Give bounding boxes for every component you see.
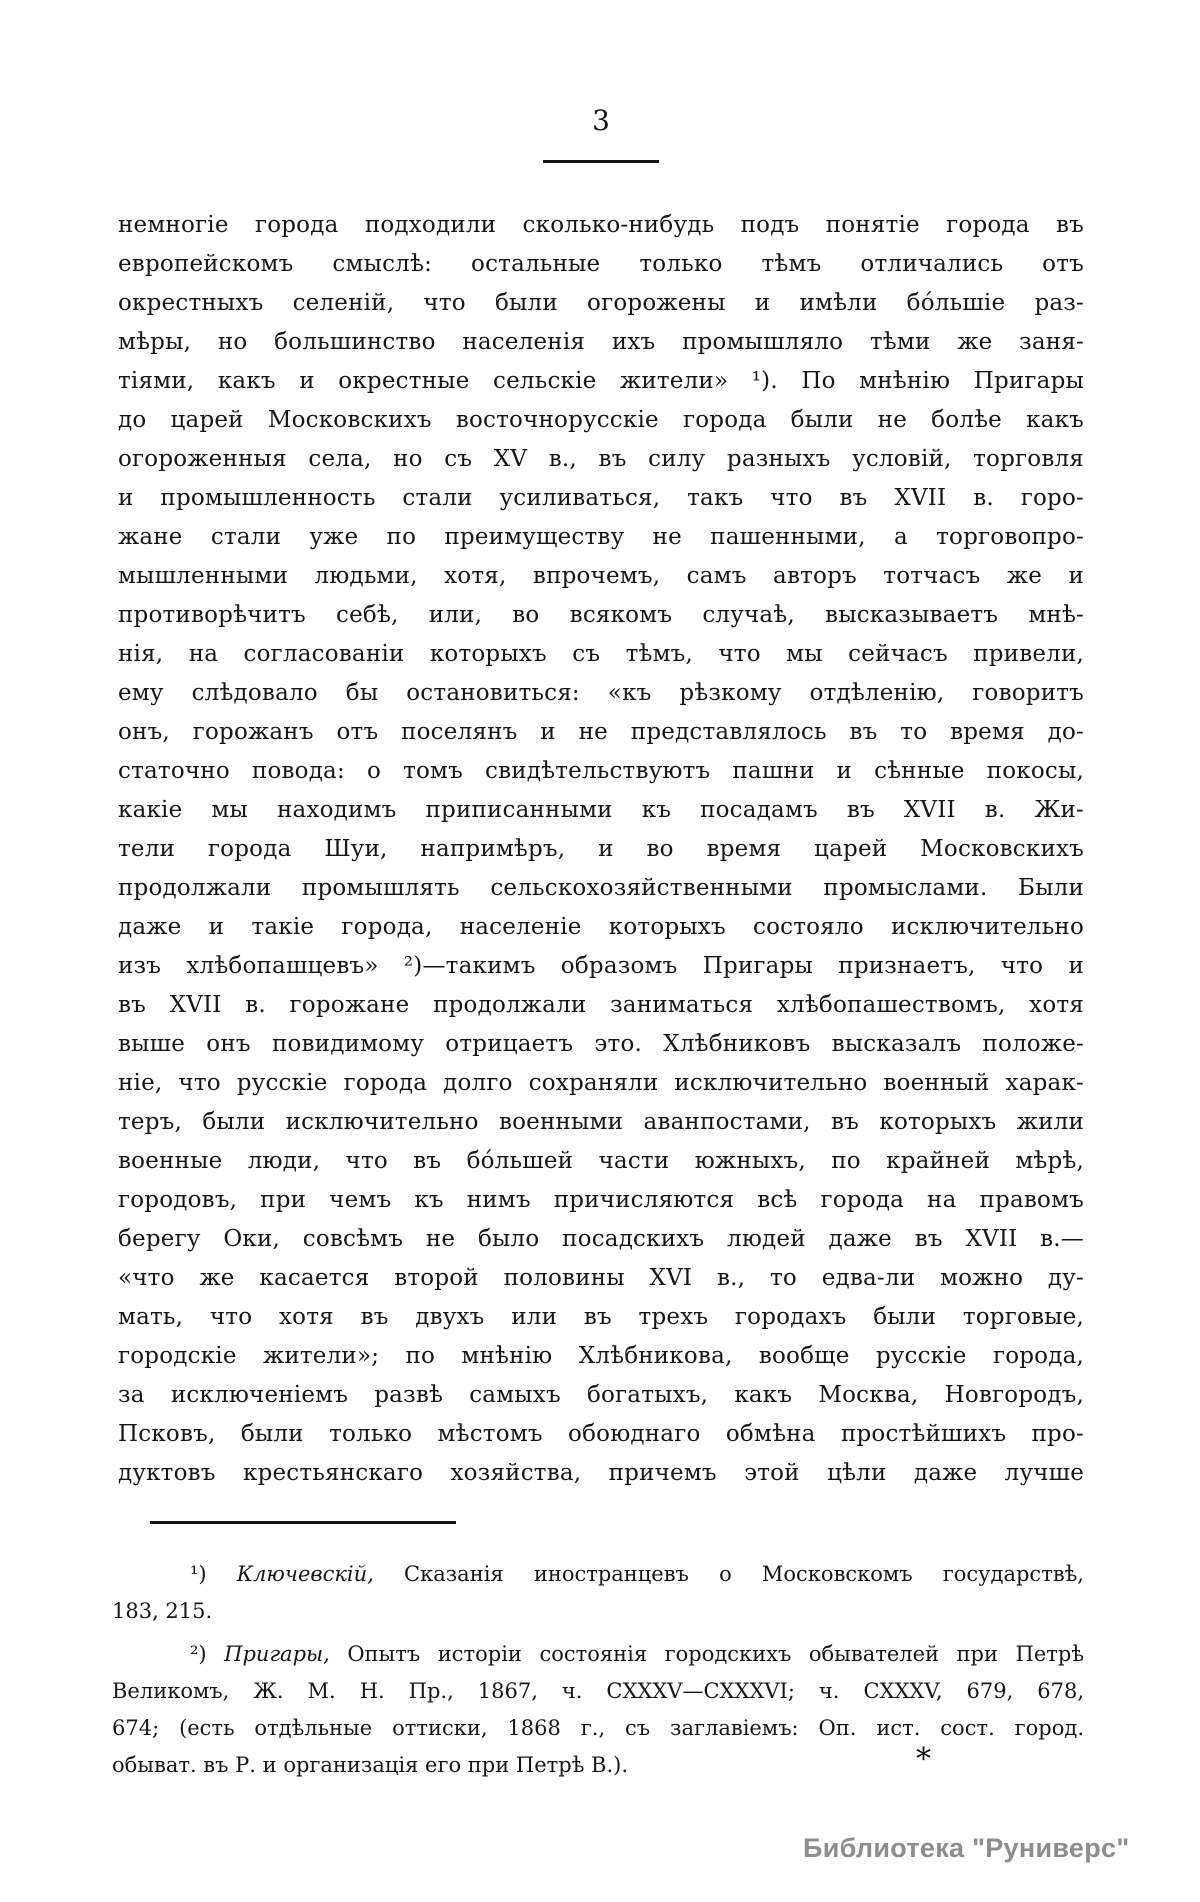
text-line: огороженныя села, но съ XV в., въ силу разныхъ условій, торговля [118, 446, 1084, 472]
text-line: окрестныхъ селеній, что были огорожены и имѣли бо́льшіе раз- [118, 290, 1084, 316]
footnote-line: 183, 215. [112, 1599, 213, 1623]
text-line: тіями, какъ и окрестные сельскіе жители» ¹). По мнѣнію Пригары [118, 368, 1084, 394]
footnote-line [112, 1636, 1084, 1673]
text-line: немногіе города подходили сколько-нибудь подъ понятіе города въ [118, 212, 1084, 238]
text-line: Псковъ, были только мѣстомъ обоюднаго обмѣна простѣйшихъ про- [118, 1421, 1084, 1447]
text-line: въ XVII в. горожане продолжали заниматься хлѣбопашествомъ, хотя [118, 992, 1084, 1018]
footnote-line [112, 1556, 1084, 1593]
text-line: городскіе жители»; по мнѣнію Хлѣбникова, вообще русскіе города, [118, 1343, 1084, 1369]
text-line: военные люди, что въ бо́льшей части южныхъ, по крайней мѣрѣ, [118, 1148, 1084, 1174]
footnote-author: Пригары, [224, 1642, 330, 1666]
text-line: ніе, что русскіе города долго сохраняли исключительно военный харак- [118, 1070, 1084, 1096]
footnote-2 [112, 1636, 1084, 1784]
footnote-marker: ¹) [190, 1562, 207, 1586]
footnote-line: 674; (есть отдѣльные оттиски, 1868 г., съ заглавіемъ: Оп. ист. сост. город. [112, 1716, 1084, 1740]
text-line: мать, что хотя въ двухъ или въ трехъ городахъ были торговые, [118, 1304, 1084, 1330]
text-line: какіе мы находимъ приписанными къ посадамъ въ XVII в. Жи- [118, 797, 1084, 823]
footnote-separator-rule [150, 1521, 456, 1524]
text-line: и промышленность стали усиливаться, такъ что въ XVII в. горо- [118, 485, 1084, 511]
text-line: до царей Московскихъ восточнорусскіе города были не болѣе какъ [118, 407, 1084, 433]
footnote-1 [112, 1556, 1084, 1630]
footnote-line: Великомъ, Ж. М. Н. Пр., 1867, ч. CXXXV—CXXXVI; ч. CXXXV, 679, 678, [112, 1679, 1084, 1703]
text-line: жане стали уже по преимуществу не пашенными, а торговопро- [118, 524, 1084, 550]
text-line: статочно повода: о томъ свидѣтельствуютъ пашни и сѣнные покосы, [118, 758, 1084, 784]
footnote-line: обыват. въ Р. и организація его при Петрѣ В.). [112, 1753, 629, 1777]
footnotes-block [112, 1556, 1084, 1784]
footnote-author: Ключевскій, [236, 1562, 374, 1586]
text-line: нія, на согласованіи которыхъ съ тѣмъ, что мы сейчасъ привели, [118, 641, 1084, 667]
text-line: европейскомъ смыслѣ: остальные только тѣмъ отличались отъ [118, 251, 1084, 277]
asterisk-mark: * [916, 1742, 931, 1777]
text-line: мышленными людьми, хотя, впрочемъ, самъ авторъ тотчасъ же и [118, 563, 1084, 589]
text-line: даже и такіе города, населеніе которыхъ состояло исключительно [118, 914, 1084, 940]
page-number-rule [543, 160, 659, 163]
text-line: городовъ, при чемъ къ нимъ причисляются всѣ города на правомъ [118, 1187, 1084, 1213]
main-text-block [118, 206, 1084, 1493]
text-line: изъ хлѣбопашцевъ» ²)—такимъ образомъ Пригары признаетъ, что и [118, 953, 1084, 979]
text-line: теръ, были исключительно военными аванпостами, въ которыхъ жили [118, 1109, 1084, 1135]
text-line: берегу Оки, совсѣмъ не было посадскихъ людей даже въ XVII в.— [118, 1226, 1084, 1252]
text-line: онъ, горожанъ отъ поселянъ и не представлялось въ то время до- [118, 719, 1084, 745]
footnote-text: Сказанія иностранцевъ о Московскомъ государствѣ, [404, 1562, 1084, 1586]
text-line: «что же касается второй половины XVI в., то едва-ли можно ду- [118, 1265, 1084, 1291]
text-line: тели города Шуи, напримѣръ, и во время царей Московскихъ [118, 836, 1084, 862]
text-line: противорѣчитъ себѣ, или, во всякомъ случаѣ, высказываетъ мнѣ- [118, 602, 1084, 628]
text-line: ему слѣдовало бы остановиться: «къ рѣзкому отдѣленію, говоритъ [118, 680, 1084, 706]
text-line: выше онъ повидимому отрицаетъ это. Хлѣбниковъ высказалъ положе- [118, 1031, 1084, 1057]
page-number: 3 [592, 104, 610, 137]
footnote-marker: ²) [190, 1642, 207, 1666]
footnote-text: Опытъ исторіи состоянія городскихъ обывателей при Петрѣ [347, 1642, 1084, 1666]
text-line: дуктовъ крестьянскаго хозяйства, причемъ этой цѣли даже лучше [118, 1460, 1084, 1486]
text-line: мѣры, но большинство населенія ихъ промышляло тѣми же заня- [118, 329, 1084, 355]
text-line: за исключеніемъ развѣ самыхъ богатыхъ, какъ Москва, Новгородъ, [118, 1382, 1084, 1408]
text-line: продолжали промышлять сельскохозяйственными промыслами. Были [118, 875, 1084, 901]
library-watermark: Библиотека "Руниверс" [803, 1833, 1130, 1863]
